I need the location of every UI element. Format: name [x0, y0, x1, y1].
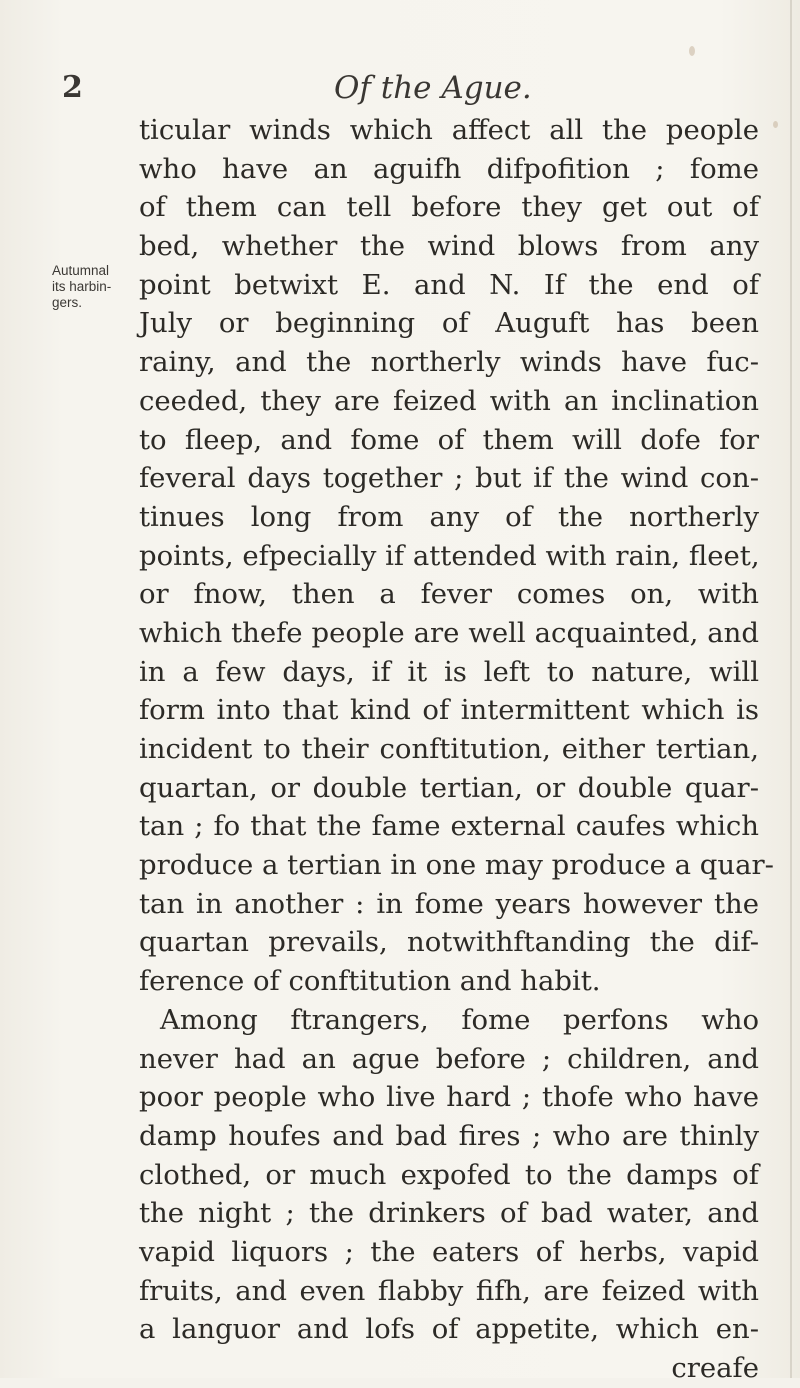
text-line: rainy, and the northerly winds have fuc- [139, 346, 759, 379]
page-edge [790, 0, 792, 1378]
text-line: poor people who live hard ; thofe who have [139, 1081, 759, 1114]
ink-spot [689, 46, 695, 56]
text-line: July or beginning of Auguft has been [139, 307, 759, 340]
text-line: clothed, or much expofed to the damps of [139, 1158, 759, 1191]
text-line: which thefe people are well acquainted, and [139, 616, 759, 649]
text-line: quartan, or double tertian, or double quar- [139, 771, 759, 804]
text-line: vapid liquors ; the eaters of herbs, vapid [139, 1235, 759, 1268]
margin-note-line: gers. [52, 295, 83, 310]
text-line: a languor and lofs of appetite, which en- [139, 1313, 759, 1346]
text-line: tan in another : in fome years however the [139, 887, 759, 920]
text-line: to fleep, and fome of them will dofe for [139, 423, 759, 456]
text-line: tan ; fo that the fame external caufes which [139, 810, 759, 843]
text-line: ceeded, they are feized with an inclination [139, 384, 759, 417]
text-line: fruits, and even flabby fifh, are feized with [139, 1274, 759, 1307]
text-line: of them can tell before they get out of [139, 191, 759, 224]
catchword: creafe [671, 1352, 759, 1384]
text-line: ference of conftitution and habit. [139, 965, 601, 998]
text-line: point betwixt E. and N. If the end of [139, 268, 759, 301]
text-line: never had an ague before ; children, and [139, 1042, 759, 1075]
text-line: or fnow, then a fever comes on, with [139, 578, 759, 611]
text-line: produce a tertian in one may produce a quar- [139, 849, 774, 882]
text-line: who have an aguifh difpofition ; fome [139, 152, 759, 185]
text-line: in a few days, if it is left to nature, will [139, 655, 759, 688]
text-line: damp houfes and bad fires ; who are thinly [139, 1119, 759, 1152]
text-line: ticular winds which affect all the people [139, 114, 759, 146]
text-line: points, efpecially if attended with rain, fleet, [139, 539, 760, 572]
margin-note-line: Autumnal [52, 263, 110, 278]
body-text [139, 111, 774, 1388]
text-line: the night ; the drinkers of bad water, and [139, 1197, 759, 1230]
text-line: quartan prevails, notwithftanding the dif- [139, 926, 759, 959]
text-line: form into that kind of intermittent which is [139, 694, 759, 727]
margin-note [52, 263, 126, 311]
margin-note-line: its harbin- [52, 279, 112, 294]
running-head: Of the Ague. [334, 70, 532, 106]
page-number: 2 [62, 70, 83, 105]
ink-spot [773, 121, 778, 128]
text-line: bed, whether the wind blows from any [139, 230, 759, 263]
text-line: incident to their conftitution, either tertian, [139, 733, 759, 765]
text-line: feveral days together ; but if the wind con- [139, 462, 759, 495]
text-line: Among ftrangers, fome perfons who [160, 1003, 759, 1036]
text-line: tinues long from any of the northerly [139, 500, 759, 533]
